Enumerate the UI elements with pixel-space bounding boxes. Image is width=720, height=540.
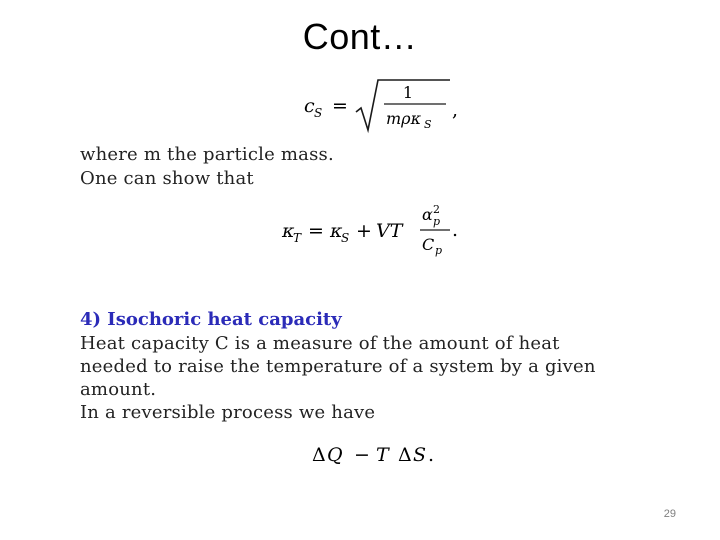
svg-text:VT: VT: [376, 220, 403, 242]
svg-text:,: ,: [452, 99, 459, 121]
svg-text:T: T: [293, 231, 302, 245]
text-heat-capacity-definition: Heat capacity C is a measure of the amount of heat: [80, 333, 560, 354]
svg-text:+: +: [356, 220, 372, 242]
svg-text:S: S: [413, 444, 427, 466]
text-amount: amount.: [80, 379, 157, 400]
svg-text:S: S: [424, 118, 432, 131]
svg-text:Δ: Δ: [312, 444, 326, 466]
equation-heat-relation: [310, 438, 460, 470]
text-reversible-process: In a reversible process we have: [80, 402, 376, 423]
svg-text:C: C: [422, 235, 435, 254]
svg-text:=: =: [308, 220, 324, 242]
text-heat-capacity-continued: needed to raise the temperature of a system by a given: [80, 356, 596, 377]
equation-sound-speed: [300, 76, 480, 136]
svg-text:c: c: [304, 95, 315, 117]
svg-text:1: 1: [402, 83, 414, 102]
svg-text:.: .: [428, 444, 435, 466]
text-one-can-show: One can show that: [80, 168, 254, 189]
svg-text:S: S: [314, 106, 323, 120]
svg-text:=: =: [332, 95, 348, 117]
svg-text:Q: Q: [327, 444, 343, 466]
svg-text:α: α: [422, 205, 433, 224]
svg-text:S: S: [341, 231, 350, 245]
svg-text:.: .: [452, 219, 459, 241]
svg-text:κ: κ: [282, 220, 295, 242]
svg-text:p: p: [433, 215, 441, 228]
slide-title: Cont…: [302, 16, 418, 57]
svg-text:mρκ: mρκ: [386, 109, 422, 128]
svg-text:Δ: Δ: [398, 444, 412, 466]
text-particle-mass: where m the particle mass.: [80, 144, 334, 165]
svg-text:2: 2: [433, 203, 440, 216]
svg-text:T: T: [376, 444, 389, 466]
equation-compressibility-relation: [280, 200, 480, 262]
section-heading: 4) Isochoric heat capacity: [80, 309, 342, 330]
page-number: 29: [663, 508, 676, 520]
svg-text:−: −: [354, 444, 370, 466]
svg-text:κ: κ: [330, 220, 343, 242]
svg-text:p: p: [435, 244, 443, 257]
